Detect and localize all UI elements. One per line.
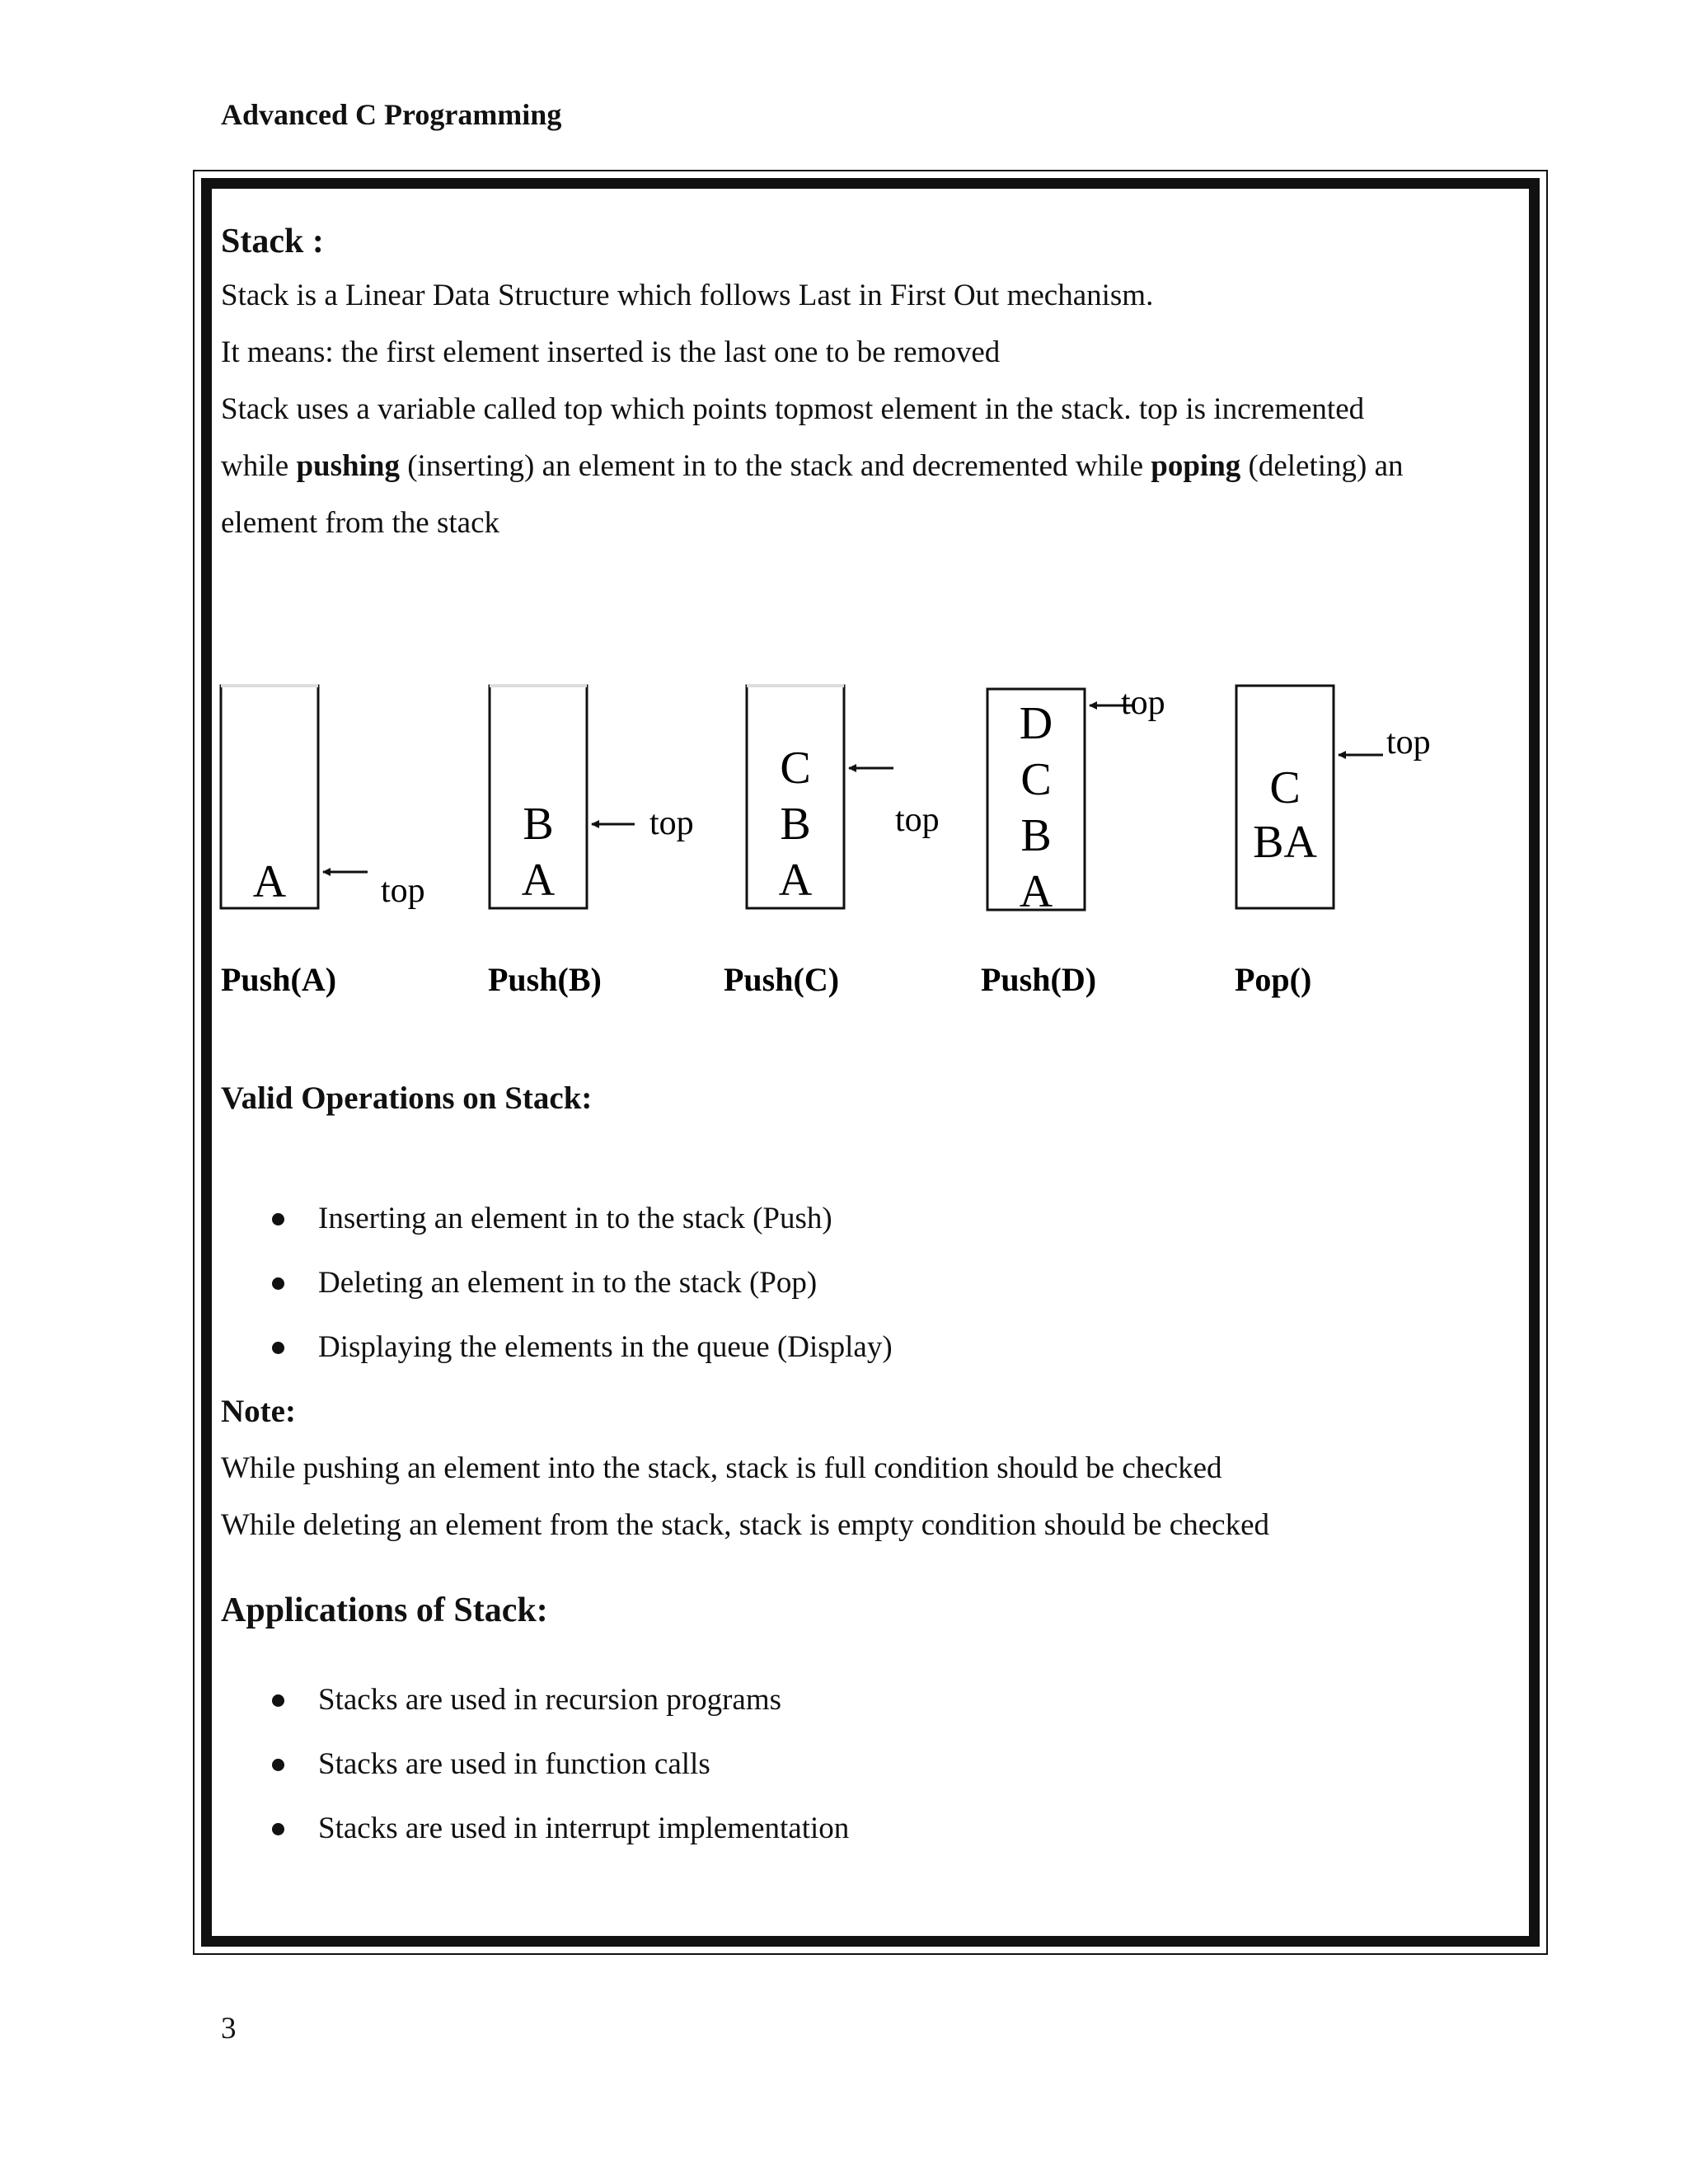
note-heading: Note: [221, 1394, 296, 1429]
stack-letter: A [521, 855, 556, 906]
stack-letter: B [780, 799, 811, 850]
pushing-term: pushing [296, 449, 400, 483]
bullet-icon [272, 1759, 284, 1771]
stack-diagram-push-b [488, 686, 694, 998]
stack-caption: Push(D) [981, 961, 1097, 998]
bullet-icon [272, 1213, 284, 1226]
list-item [221, 1187, 893, 1251]
list-item-text: Inserting an element in to the stack (Push) [318, 1202, 832, 1235]
stack-caption: Push(B) [488, 961, 602, 998]
stack-heading: Stack : [221, 223, 324, 260]
top-label: top [1386, 724, 1431, 762]
top-label: top [895, 801, 940, 839]
note-line-1: While pushing an element into the stack, stack is full condition should be checked [221, 1451, 1222, 1485]
bullet-icon [272, 1342, 284, 1354]
stack-diagram-push-a [221, 686, 425, 998]
stack-letter: C [1269, 762, 1301, 813]
applications-heading: Applications of Stack: [221, 1591, 548, 1629]
stack-letter: B [523, 799, 554, 850]
list-item-text: Deleting an element in to the stack (Pop) [318, 1266, 818, 1300]
note-line-2: While deleting an element from the stack, stack is empty condition should be checked [221, 1508, 1270, 1542]
stack-letter: A [778, 855, 813, 906]
page-number: 3 [221, 2012, 237, 2046]
list-item [221, 1732, 849, 1797]
stack-letter: B [1020, 810, 1052, 861]
stack-line-4-post: (deleting) an [1240, 449, 1404, 483]
stack-line-3: Stack uses a variable called top which points topmost element in the stack. top is incremented [221, 392, 1365, 426]
applications-list [221, 1668, 849, 1861]
stack-line-2: It means: the first element inserted is the last one to be removed [221, 335, 1001, 369]
page-header-title: Advanced C Programming [221, 98, 562, 131]
stack-caption: Push(A) [221, 961, 337, 998]
top-label: top [1121, 684, 1165, 722]
list-item [221, 1797, 849, 1861]
note-section [221, 1383, 1269, 1554]
list-item-text: Stacks are used in recursion programs [318, 1683, 782, 1717]
stack-caption: Pop() [1235, 961, 1312, 998]
valid-operations-list [221, 1187, 893, 1380]
stack-letter: A [252, 856, 287, 907]
stack-line-1: Stack is a Linear Data Structure which follows Last in First Out mechanism. [221, 279, 1154, 312]
list-item-text: Displaying the elements in the queue (Display) [318, 1330, 893, 1364]
stack-line-4-mid: (inserting) an element in to the stack and decremented while [399, 449, 1151, 483]
stack-line-4-pre: while [221, 449, 297, 483]
list-item-text: Stacks are used in interrupt implementation [318, 1811, 850, 1845]
stack-letter: C [1020, 754, 1052, 805]
valid-operations-heading: Valid Operations on Stack: [221, 1080, 593, 1116]
stack-diagram-push-d [981, 684, 1165, 998]
stack-diagram-push-c [724, 686, 940, 998]
stack-letter: D [1019, 698, 1053, 749]
stack-caption: Push(C) [724, 961, 840, 998]
list-item-text: Stacks are used in function calls [318, 1747, 710, 1781]
list-item [221, 1668, 849, 1732]
stack-line-5: element from the stack [221, 506, 500, 540]
list-item [221, 1315, 893, 1380]
bullet-icon [272, 1277, 284, 1290]
poping-term: poping [1151, 449, 1241, 483]
stack-intro-section [221, 216, 1507, 551]
stack-operations-diagram [206, 668, 1525, 1030]
top-label: top [381, 872, 425, 910]
stack-letter: A [1019, 866, 1053, 917]
bullet-icon [272, 1823, 284, 1835]
stack-letter: C [780, 743, 811, 794]
stack-letter: BA [1253, 817, 1317, 868]
stack-diagram-pop [1235, 686, 1431, 998]
top-label: top [649, 804, 694, 842]
bullet-icon [272, 1694, 284, 1707]
list-item [221, 1251, 893, 1315]
stack-line-4 [221, 438, 1507, 494]
